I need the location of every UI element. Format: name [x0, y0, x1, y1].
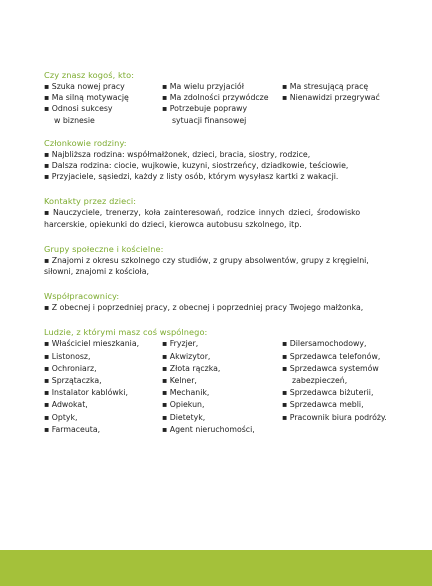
list-item: ▪ Ma silną motywację [44, 93, 129, 103]
section-common-people [44, 327, 396, 436]
section-children-contacts [44, 196, 396, 229]
list-item: ▪ Właściciel mieszkania, [44, 339, 140, 349]
section-social-groups [44, 244, 396, 277]
list-item: ▪ Ma wielu przyjaciół [162, 82, 244, 91]
three-column-list [44, 81, 396, 126]
paragraph-line: harcerskie, opiekunki do dzieci, kierowca autobusu szkolnego, itp. [44, 219, 302, 229]
section-heading: Ludzie, z którymi masz coś wspólnego: [44, 327, 208, 338]
list-item: ▪ Ma zdolności przywódcze [162, 93, 269, 103]
list-item-continuation: w biznesie [54, 115, 95, 125]
section-heading: Kontakty przez dzieci: [44, 196, 137, 207]
list-item: ▪ Opiekun, [162, 400, 205, 410]
list-item: ▪ Optyk, [44, 412, 78, 422]
list-item: ▪ Przyjaciele, sąsiedzi, każdy z listy osób, którym wysyłasz kartki z wakacji. [44, 172, 339, 182]
list-column [282, 81, 380, 126]
list-item: ▪ Sprzątaczka, [44, 376, 102, 386]
section-heading: Członkowie rodziny: [44, 137, 127, 148]
list-item: ▪ Akwizytor, [162, 351, 211, 361]
list-item: ▪ Potrzebuje poprawy [162, 104, 248, 114]
section-heading: Czy znasz kogoś, kto: [44, 70, 135, 80]
list-item-continuation: zabezpieczeń, [292, 376, 348, 386]
three-column-list [44, 338, 396, 436]
list-item: ▪ Odnosi sukcesy [44, 104, 113, 114]
list-item: ▪ Dietetyk, [162, 412, 206, 422]
list-column [162, 338, 282, 436]
paragraph-line: ▪ Nauczyciele, trenerzy, koła zainteresowań, rodzice innych dzieci, środowisko [44, 208, 361, 218]
section-know-someone [44, 70, 396, 126]
list-item: ▪ Pracownik biura podróży. [282, 412, 387, 422]
list-item: ▪ Najbliższa rodzina: współmałżonek, dzieci, bracia, siostry, rodzice, [44, 149, 311, 159]
list-item: ▪ Farmaceuta, [44, 424, 101, 434]
list-item: ▪ Sprzedawca biżuterii, [282, 388, 374, 398]
list-item: ▪ Złota rączka, [162, 363, 221, 373]
list-item: ▪ Sprzedawca systemów [282, 363, 379, 373]
list-item: ▪ Ochroniarz, [44, 363, 97, 373]
list-item: ▪ Dilersamochodowy, [282, 339, 367, 349]
list-item-continuation: sytuacji finansowej [172, 115, 247, 125]
list-item: ▪ Instalator kablówki, [44, 388, 128, 398]
list-item: ▪ Nienawidzi przegrywać [282, 93, 380, 103]
section-heading: Grupy społeczne i kościelne: [44, 243, 164, 254]
document-content [44, 70, 396, 446]
list-item: ▪ Sprzedawca telefonów, [282, 351, 381, 361]
section-coworkers [44, 291, 396, 313]
list-item: ▪ Kelner, [162, 376, 197, 386]
footer-color-bar [0, 550, 432, 586]
paragraph-line: ▪ Znajomi z okresu szkolnego czy studiów, z grupy absolwentów, grupy z kręgielni, [44, 255, 369, 265]
list-column [282, 338, 387, 436]
list-item: ▪ Listonosz, [44, 351, 91, 361]
list-column [44, 81, 162, 126]
list-item: ▪ Adwokat, [44, 400, 88, 410]
list-item: ▪ Szuka nowej pracy [44, 82, 125, 91]
list-column [44, 338, 162, 436]
list-item: ▪ Mechanik, [162, 388, 210, 398]
paragraph-line: ▪ Z obecnej i poprzedniej pracy, z obecnej i poprzedniej pracy Twojego małżonka, [44, 303, 364, 313]
section-heading: Współpracownicy: [44, 291, 120, 302]
list-item: ▪ Fryzjer, [162, 339, 199, 349]
paragraph-line: siłowni, znajomi z kościoła, [44, 267, 149, 277]
section-family [44, 138, 396, 183]
list-column [162, 81, 282, 126]
list-item: ▪ Sprzedawca mebli, [282, 400, 364, 410]
list-item: ▪ Ma stresującą pracę [282, 82, 369, 91]
list-item: ▪ Agent nieruchomości, [162, 424, 255, 434]
list-item: ▪ Dalsza rodzina: ciocie, wujkowie, kuzyni, siostrzeńcy, dziadkowie, teściowie, [44, 161, 349, 171]
